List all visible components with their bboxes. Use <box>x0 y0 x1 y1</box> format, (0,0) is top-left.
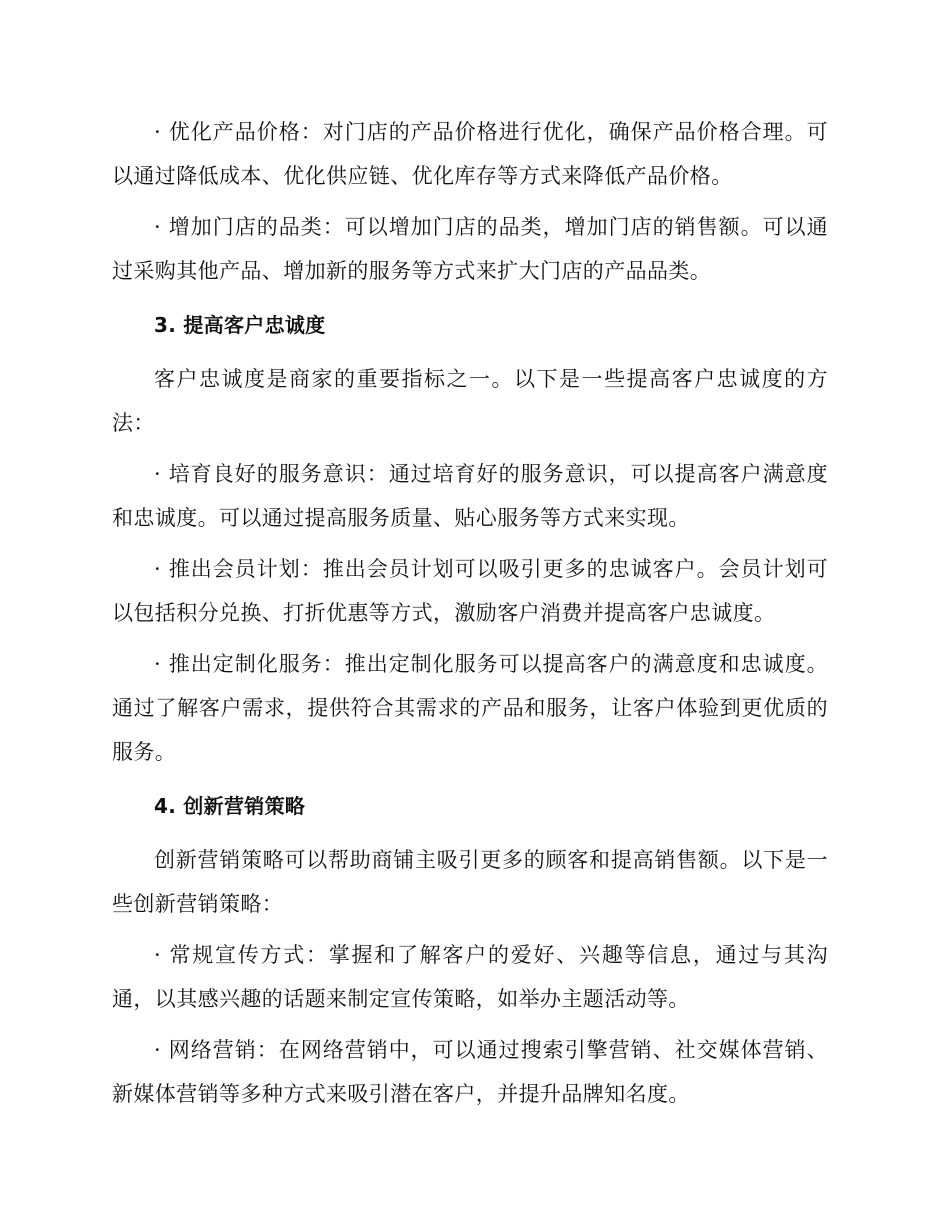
bullet-custom-service: · 推出定制化服务：推出定制化服务可以提高客户的满意度和忠诚度。通过了解客户需求，提供符合其需求的产品和服务，让客户体验到更优质的服务。 <box>112 652 828 764</box>
bullet-online-marketing: · 网络营销：在网络营销中，可以通过搜索引擎营销、社交媒体营销、新媒体营销等多种方式来吸引潜在客户，并提升品牌知名度。 <box>112 1038 828 1106</box>
bullet-membership-plan: · 推出会员计划：推出会员计划可以吸引更多的忠诚客户。会员计划可以包括积分兑换、打折优惠等方式，激励客户消费并提高客户忠诚度。 <box>112 557 828 625</box>
section-heading-customer-loyalty: 3. 提高客户忠诚度 <box>154 313 326 337</box>
paragraph-marketing-intro: 创新营销策略可以帮助商铺主吸引更多的顾客和提高销售额。以下是一些创新营销策略： <box>112 848 828 916</box>
bullet-regular-promotion: · 常规宣传方式：掌握和了解客户的爱好、兴趣等信息，通过与其沟通，以其感兴趣的话题来制定宣传策略，如举办主题活动等。 <box>112 943 828 1011</box>
section-heading-marketing-strategy: 4. 创新营销策略 <box>154 794 306 818</box>
bullet-add-categories: · 增加门店的品类：可以增加门店的品类，增加门店的销售额。可以通过采购其他产品、增加新的服务等方式来扩大门店的产品品类。 <box>112 215 828 283</box>
paragraph-loyalty-intro: 客户忠诚度是商家的重要指标之一。以下是一些提高客户忠诚度的方法： <box>112 367 828 435</box>
bullet-optimize-price: · 优化产品价格：对门店的产品价格进行优化，确保产品价格合理。可以通过降低成本、优化供应链、优化库存等方式来降低产品价格。 <box>112 120 828 188</box>
bullet-service-awareness: · 培育良好的服务意识：通过培育好的服务意识，可以提高客户满意度和忠诚度。可以通过提高服务质量、贴心服务等方式来实现。 <box>112 462 828 530</box>
